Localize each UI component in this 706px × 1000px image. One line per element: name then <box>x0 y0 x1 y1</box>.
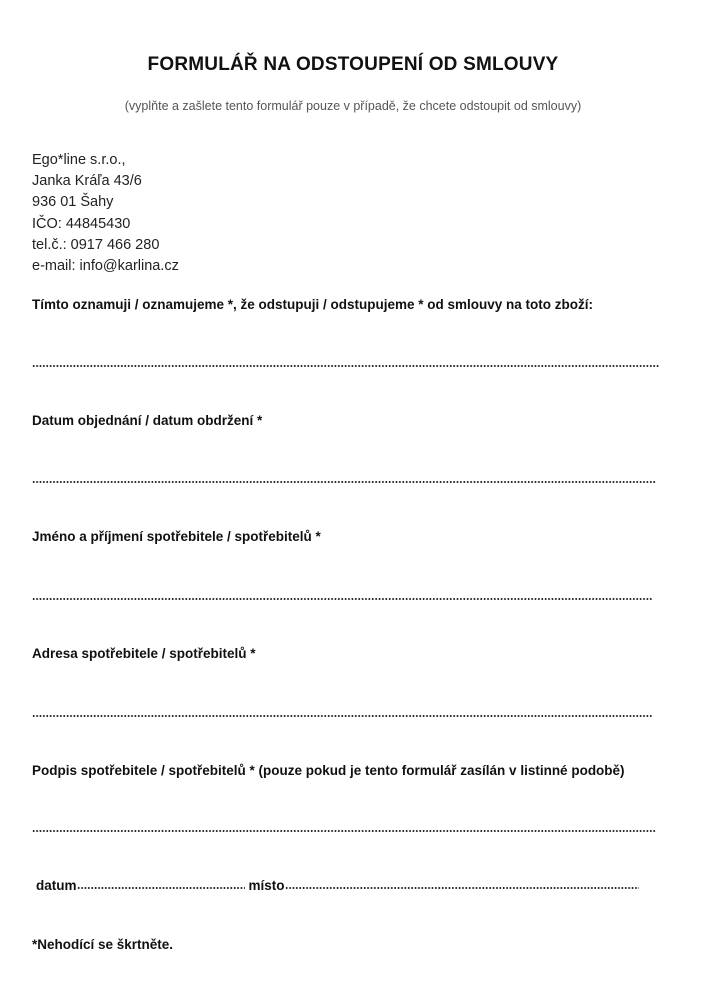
date-place-row <box>36 878 639 893</box>
field-line-order-date[interactable] <box>32 480 656 484</box>
recipient-ico: IČO: 44845430 <box>32 215 131 232</box>
page-subtitle: (vyplňte a zašlete tento formulář pouze v případě, že chcete odstoupit od smlouvy) <box>124 99 582 113</box>
recipient-email: e-mail: info@karlina.cz <box>32 258 179 275</box>
field-line-signature[interactable] <box>32 829 656 833</box>
field-label-consumer-address: Adresa spotřebitele / spotřebitelů * <box>32 646 256 661</box>
field-line-consumer-address[interactable] <box>32 714 652 718</box>
place-line[interactable] <box>285 886 639 890</box>
recipient-city: 936 01 Šahy <box>32 194 114 211</box>
page-title: FORMULÁŘ NA ODSTOUPENÍ OD SMLOUVY <box>147 54 559 75</box>
field-label-order-date: Datum objednání / datum obdržení * <box>32 413 263 428</box>
date-line[interactable] <box>77 886 245 890</box>
field-label-signature: Podpis spotřebitele / spotřebitelů * (pouze pokud je tento formulář zasílán v listinné podobě) <box>32 763 625 778</box>
field-line-goods[interactable] <box>32 364 660 368</box>
recipient-street: Janka Kráľa 43/6 <box>32 173 142 190</box>
field-label-goods: Tímto oznamuji / oznamujeme *, že odstupuji / odstupujeme * od smlouvy na toto zboží: <box>32 297 594 312</box>
date-label: datum <box>36 878 77 893</box>
place-label: místo <box>248 878 285 893</box>
field-label-consumer-name: Jméno a příjmení spotřebitele / spotřebitelů * <box>32 529 321 544</box>
recipient-address-block <box>32 150 179 277</box>
field-line-consumer-name[interactable] <box>32 597 652 601</box>
recipient-phone: tel.č.: 0917 466 280 <box>32 236 160 253</box>
footnote: *Nehodící se škrtněte. <box>32 937 174 952</box>
recipient-company: Ego*line s.r.o., <box>32 152 126 168</box>
